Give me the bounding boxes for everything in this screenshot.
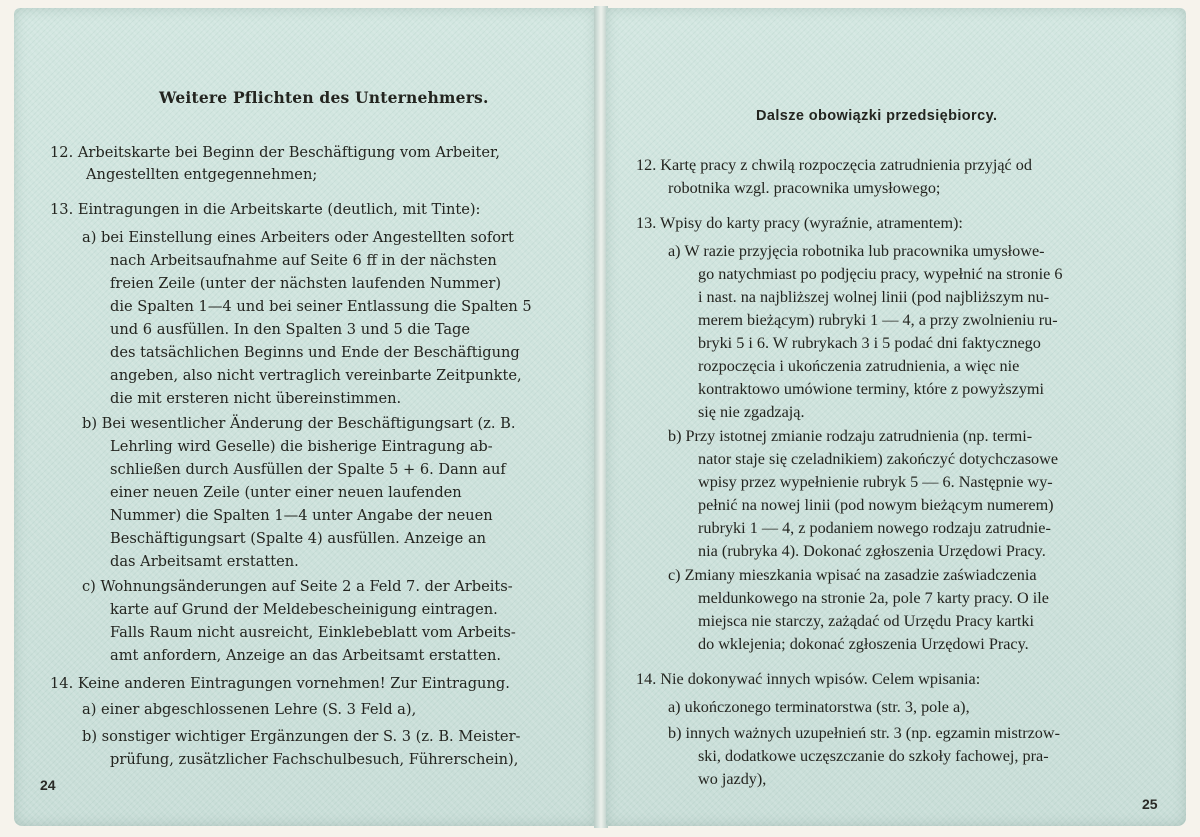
right-line: do wklejenia; dokonać zgłoszenia Urzędowi Pracy.: [698, 635, 1029, 653]
right-line: meldunkowego na stronie 2a, pole 7 karty pracy. O ile: [698, 589, 1049, 607]
left-line: Lehrling wird Geselle) die bisherige Eintragung ab-: [110, 438, 493, 455]
right-line: robotnika wzgl. pracownika umysłowego;: [668, 179, 941, 197]
right-line: 12. Kartę pracy z chwilą rozpoczęcia zatrudnienia przyjąć od: [636, 156, 1032, 174]
left-line: a) einer abgeschlossenen Lehre (S. 3 Feld a),: [82, 701, 417, 718]
left-line: Nummer) die Spalten 1—4 unter Angabe der neuen: [110, 507, 493, 524]
right-line: 14. Nie dokonywać innych wpisów. Celem wpisania:: [636, 670, 981, 688]
left-line: 14. Keine anderen Eintragungen vornehmen! Zur Eintragung.: [50, 675, 510, 692]
left-page-title: Weitere Pflichten des Unternehmers.: [159, 88, 489, 107]
left-line: b) Bei wesentlicher Änderung der Beschäftigungsart (z. B.: [82, 415, 516, 432]
left-line: 13. Eintragungen in die Arbeitskarte (deutlich, mit Tinte):: [50, 201, 481, 218]
left-line: freien Zeile (unter der nächsten laufenden Nummer): [110, 275, 502, 292]
left-line: a) bei Einstellung eines Arbeiters oder Angestellten sofort: [82, 229, 514, 246]
left-page: [14, 8, 596, 826]
right-line: b) innych ważnych uzupełnień str. 3 (np. egzamin mistrzow-: [668, 724, 1060, 742]
right-line: wpisy przez wypełnienie rubryk 5 — 6. Następnie wy-: [698, 473, 1053, 491]
left-line: schließen durch Ausfüllen der Spalte 5 + 6. Dann auf: [110, 461, 506, 478]
left-line: prüfung, zusätzlicher Fachschulbesuch, Führerschein),: [110, 751, 519, 768]
left-line: die Spalten 1—4 und bei seiner Entlassung die Spalten 5: [110, 298, 532, 315]
right-line: pełnić na nowej linii (pod nowym bieżącym numerem): [698, 496, 1054, 514]
left-line: karte auf Grund der Meldebescheinigung eintragen.: [110, 601, 498, 618]
right-line: miejsca nie starczy, zażądać od Urzędu Pracy kartki: [698, 612, 1035, 630]
right-line: a) ukończonego terminatorstwa (str. 3, pole a),: [668, 698, 970, 716]
right-line: rubryki 1 — 4, z podaniem nowego rodzaju zatrudnie-: [698, 519, 1051, 537]
right-line: merem bieżącym) rubryki 1 — 4, a przy zwolnieniu ru-: [698, 311, 1058, 329]
left-line: nach Arbeitsaufnahme auf Seite 6 ff in der nächsten: [110, 252, 497, 269]
right-line: wo jazdy),: [698, 770, 767, 788]
left-page-number: 24: [40, 777, 56, 793]
right-line: ski, dodatkowe uczęszczanie do szkoły fachowej, pra-: [698, 747, 1049, 765]
right-page-title: Dalsze obowiązki przedsiębiorcy.: [756, 108, 998, 124]
right-line: się nie zgadzają.: [698, 403, 805, 421]
left-line: Beschäftigungsart (Spalte 4) ausfüllen. Anzeige an: [110, 530, 487, 547]
right-line: i nast. na najbliższej wolnej linii (pod najbliższym nu-: [698, 288, 1050, 306]
left-line: amt anfordern, Anzeige an das Arbeitsamt erstatten.: [110, 647, 502, 664]
left-line: Angestellten entgegennehmen;: [86, 166, 318, 183]
right-line: b) Przy istotnej zmianie rodzaju zatrudnienia (np. termi-: [668, 427, 1033, 445]
left-line: b) sonstiger wichtiger Ergänzungen der S. 3 (z. B. Meister-: [82, 728, 521, 745]
left-line: Falls Raum nicht ausreicht, Einklebeblatt vom Arbeits-: [110, 624, 516, 641]
right-line: c) Zmiany mieszkania wpisać na zasadzie zaświadczenia: [668, 566, 1037, 584]
right-line: nator staje się czeladnikiem) zakończyć dotychczasowe: [698, 450, 1058, 468]
right-line: rozpoczęcia i ukończenia zatrudnienia, a więc nie: [698, 357, 1020, 375]
left-line: angeben, also nicht vertraglich vereinbarte Zeitpunkte,: [110, 367, 522, 384]
right-line: 13. Wpisy do karty pracy (wyraźnie, atramentem):: [636, 214, 963, 232]
right-line: nia (rubryka 4). Dokonać zgłoszenia Urzędowi Pracy.: [698, 542, 1046, 560]
right-line: a) W razie przyjęcia robotnika lub pracownika umysłowe-: [668, 242, 1045, 260]
left-line: die mit ersteren nicht übereinstimmen.: [110, 390, 402, 407]
left-line: und 6 ausfüllen. In den Spalten 3 und 5 die Tage: [110, 321, 470, 338]
left-line: das Arbeitsamt erstatten.: [110, 553, 299, 570]
right-line: bryki 5 i 6. W rubrykach 3 i 5 podać dni faktycznego: [698, 334, 1041, 352]
left-line: c) Wohnungsänderungen auf Seite 2 a Feld 7. der Arbeits-: [82, 578, 513, 595]
left-line: 12. Arbeitskarte bei Beginn der Beschäftigung vom Arbeiter,: [50, 144, 501, 161]
left-line: einer neuen Zeile (unter einer neuen laufenden: [110, 484, 462, 501]
right-line: kontraktowo umówione terminy, które z powyższymi: [698, 380, 1045, 398]
right-line: go natychmiast po podjęciu pracy, wypełnić na stronie 6: [698, 265, 1063, 283]
left-line: des tatsächlichen Beginns und Ende der Beschäftigung: [110, 344, 520, 361]
right-page: [606, 8, 1186, 826]
right-page-number: 25: [1142, 796, 1158, 812]
